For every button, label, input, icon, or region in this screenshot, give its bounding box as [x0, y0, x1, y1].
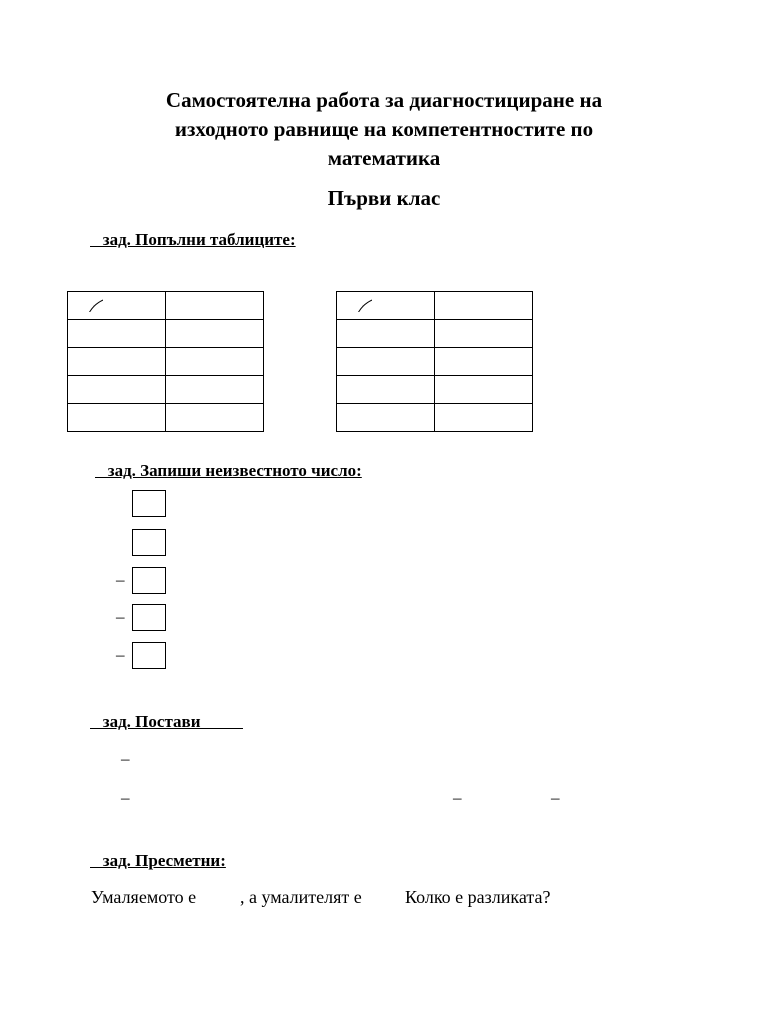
table-row	[68, 376, 264, 404]
dash-mark: –	[551, 788, 560, 807]
table-row	[68, 348, 264, 376]
minus-sign: –	[116, 645, 125, 664]
table-cell[interactable]	[166, 348, 264, 376]
minus-sign: –	[116, 607, 125, 626]
task-heading-calculate: зад. Пресметни:	[90, 851, 226, 870]
table-row	[68, 320, 264, 348]
table-cell[interactable]	[435, 376, 533, 404]
unknown-number-row	[110, 490, 180, 520]
table-cell[interactable]	[435, 404, 533, 432]
unknown-number-row	[110, 642, 180, 672]
title-line-2: изходното равнище на компетентностите по	[174, 117, 594, 141]
table-cell[interactable]	[68, 292, 166, 320]
answer-box[interactable]	[132, 567, 166, 594]
minus-sign: –	[116, 570, 125, 589]
table-cell[interactable]	[337, 376, 435, 404]
table-cell[interactable]	[68, 376, 166, 404]
table-row	[68, 292, 264, 320]
unknown-number-row	[110, 604, 180, 634]
dash-mark: –	[121, 749, 130, 768]
dash-mark: –	[121, 788, 130, 807]
title-line-3: математика	[327, 146, 441, 170]
unknown-number-row	[110, 567, 180, 597]
fill-table-left	[67, 291, 264, 432]
table-cell[interactable]	[337, 404, 435, 432]
unknown-number-row	[110, 529, 180, 559]
calc-text-minuend: Умаляемото е	[91, 887, 197, 907]
table-cell[interactable]	[68, 348, 166, 376]
answer-box[interactable]	[132, 604, 166, 631]
table-cell[interactable]	[337, 348, 435, 376]
table-row	[337, 376, 533, 404]
table-row	[337, 320, 533, 348]
table-cell[interactable]	[166, 404, 264, 432]
table-cell[interactable]	[435, 292, 533, 320]
answer-box[interactable]	[132, 529, 166, 556]
table-row	[337, 292, 533, 320]
task-heading-fill-tables: зад. Попълни таблиците:	[90, 230, 296, 249]
worksheet-title	[110, 86, 658, 173]
grade-subtitle: Първи клас	[327, 186, 441, 210]
table-row	[337, 404, 533, 432]
table-cell[interactable]	[337, 292, 435, 320]
table-row	[337, 348, 533, 376]
table-cell[interactable]	[68, 320, 166, 348]
task-heading-unknown-number: зад. Запиши неизвестното число:	[95, 461, 362, 480]
table-cell[interactable]	[435, 348, 533, 376]
table-cell[interactable]	[68, 404, 166, 432]
answer-box[interactable]	[132, 642, 166, 669]
table-row	[68, 404, 264, 432]
table-cell[interactable]	[166, 320, 264, 348]
table-cell[interactable]	[166, 292, 264, 320]
title-line-1: Самостоятелна работа за диагностициране на	[165, 88, 603, 112]
table-cell[interactable]	[166, 376, 264, 404]
answer-box[interactable]	[132, 490, 166, 517]
task-heading-place: зад. Постави	[90, 712, 243, 731]
calc-text-question: Колко е разликата?	[405, 887, 551, 907]
table-cell[interactable]	[435, 320, 533, 348]
table-cell[interactable]	[337, 320, 435, 348]
dash-mark: –	[453, 788, 462, 807]
fill-table-right	[336, 291, 533, 432]
calc-text-subtrahend: , а умалителят е	[240, 887, 362, 907]
